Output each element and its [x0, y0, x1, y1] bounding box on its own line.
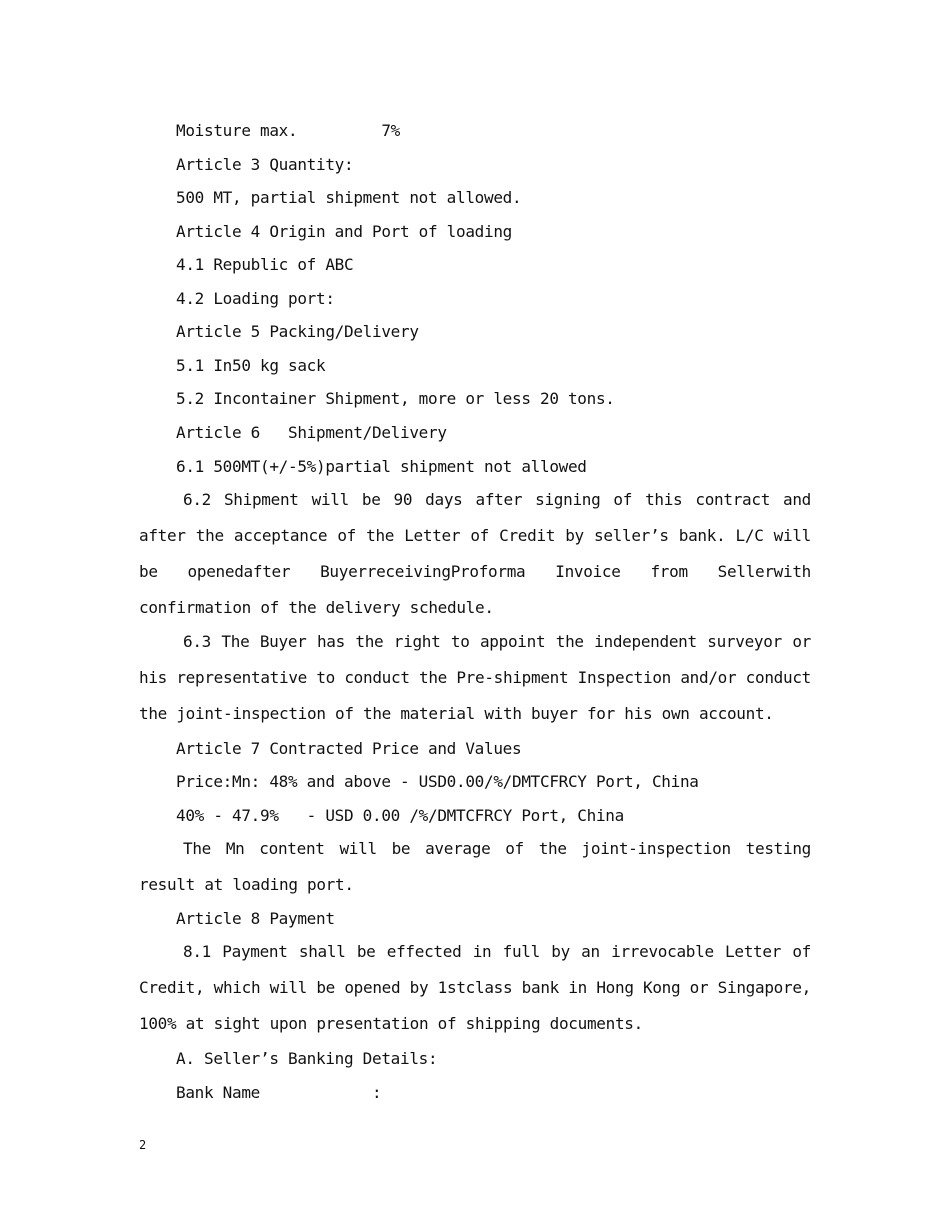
article-7-heading: Article 7 Contracted Price and Values [176, 739, 522, 758]
article-4-2: 4.2 Loading port: [176, 289, 335, 308]
moisture-line: Moisture max. 7% [176, 121, 400, 140]
article-6-2-paragraph: 6.2 Shipment will be 90 days after signing of this contract and after the acceptance of the Letter of Credit by seller’s bank. L/C will be openedafter BuyerreceivingProforma Invoice from Sellerwith confirmation of the delivery schedule. [139, 490, 811, 617]
article-7-price-1: Price:Mn: 48% and above - USD0.00/%/DMTCFRCY Port, China [176, 772, 699, 791]
article-7-note-paragraph: The Mn content will be average of the joint-inspection testing result at loading port. [139, 839, 811, 894]
article-6-heading: Article 6 Shipment/Delivery [176, 423, 447, 442]
article-6-3-paragraph: 6.3 The Buyer has the right to appoint the independent surveyor or his representative to conduct the Pre-shipment Inspection and/or conduct the joint-inspection of the material with buyer for his own account. [139, 632, 811, 723]
article-8-1-paragraph: 8.1 Payment shall be effected in full by an irrevocable Letter of Credit, which will be opened by 1stclass bank in Hong Kong or Singapore, 100% at sight upon presentation of shipping documents. [139, 942, 811, 1033]
bank-name-line: Bank Name : [176, 1083, 382, 1102]
article-5-1: 5.1 In50 kg sack [176, 356, 326, 375]
article-7-price-2: 40% - 47.9% - USD 0.00 /%/DMTCFRCY Port, China [176, 806, 624, 825]
banking-details-heading: A. Seller’s Banking Details: [176, 1049, 438, 1068]
article-5-2: 5.2 Incontainer Shipment, more or less 20 tons. [176, 389, 615, 408]
page-number: 2 [139, 1138, 147, 1152]
article-4-heading: Article 4 Origin and Port of loading [176, 222, 512, 241]
article-3-heading: Article 3 Quantity: [176, 155, 354, 174]
article-5-heading: Article 5 Packing/Delivery [176, 322, 419, 341]
article-3-body: 500 MT, partial shipment not allowed. [176, 188, 522, 207]
article-4-1: 4.1 Republic of ABC [176, 255, 354, 274]
article-8-heading: Article 8 Payment [176, 909, 335, 928]
article-6-1: 6.1 500MT(+/-5%)partial shipment not allowed [176, 457, 587, 476]
